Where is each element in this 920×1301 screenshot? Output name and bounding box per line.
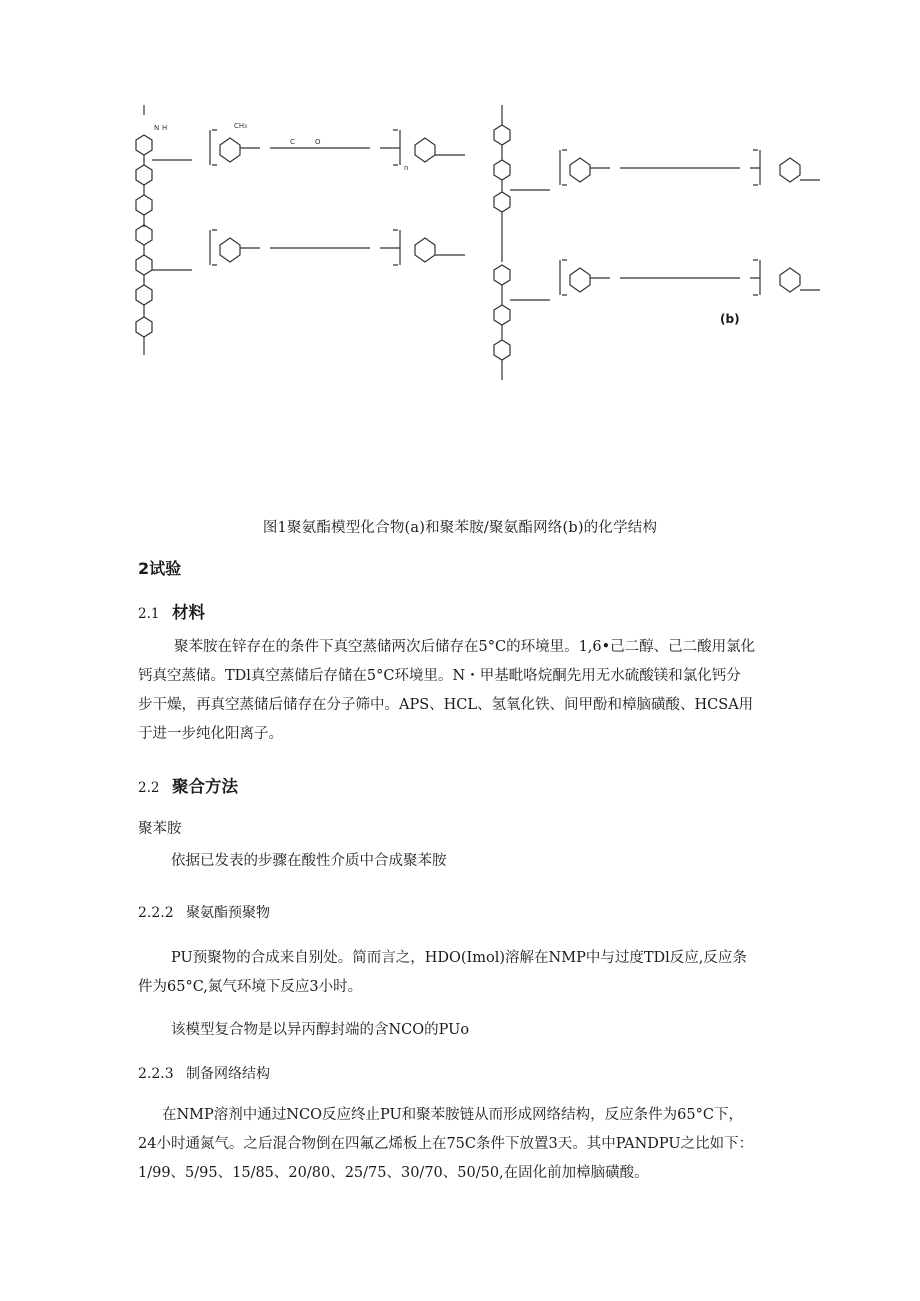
atom-label: H	[162, 124, 168, 132]
text-line: 步干燥，再真空蒸储后储存在分子筛中。APS、HCL、氢氧化铁、间甲酚和樟脑磺酸、HCSA用	[138, 697, 754, 713]
polyaniline-label: 聚苯胺	[138, 821, 182, 837]
model-compound-note	[138, 1016, 798, 1045]
text-line: 聚苯胺在锌存在的条件下真空蒸储两次后储存在5°C的环境里。1,6•己二醇、己二酸用氯化	[174, 639, 756, 655]
materials-paragraph	[138, 633, 798, 749]
text-line: 1/99、5/95、15/85、20/80、25/75、30/70、50/50,在固化前加樟脑磺酸。	[138, 1165, 649, 1181]
atom-label: O	[315, 138, 321, 146]
network-paragraph	[138, 1101, 798, 1188]
atom-label: N	[154, 124, 160, 132]
subsection-heading-2-2	[138, 773, 238, 797]
pu-segment-4	[560, 260, 820, 295]
atom-label: CH₃	[234, 122, 247, 130]
pu-segment-2	[210, 230, 465, 265]
polyaniline-paragraph	[138, 847, 798, 876]
section-title: 聚氨酯预聚物	[186, 905, 270, 921]
subsection-heading-2-2-2	[138, 902, 270, 922]
pu-segment-3	[560, 150, 820, 185]
text-line: PU预聚物的合成来自别处。简而言之，HDO(Imol)溶解在NMP中与过度TDl反应,反应条	[171, 950, 747, 966]
text-line: 于进一步纯化阳离子。	[138, 726, 283, 742]
subsection-heading-2-1	[138, 599, 205, 623]
prepolymer-paragraph	[138, 944, 798, 1002]
left-polyaniline-chain	[136, 105, 192, 355]
structure-drawing	[130, 100, 840, 390]
text-line: 件为65°C,氮气环境下反应3小时。	[138, 979, 363, 995]
chemical-structure-figure	[130, 100, 840, 390]
figure-caption: 图1聚氨酯模型化合物(a)和聚苯胺/聚氨酯网络(b)的化学结构	[262, 520, 658, 536]
atom-label: n	[404, 164, 409, 172]
section-number: 2.2	[138, 780, 160, 796]
text-line: 该模型复合物是以异丙醇封端的含NCO的PUo	[171, 1022, 470, 1038]
section-heading: 2试验	[138, 559, 182, 578]
section-title: 制备网络结构	[186, 1066, 270, 1082]
text-line: 依据已发表的步骤在酸性介质中合成聚苯胺	[171, 853, 447, 869]
pu-segment-1	[210, 130, 465, 165]
section-title: 材料	[172, 603, 205, 622]
text-line: 钙真空蒸储。TDl真空蒸储后存储在5°C环境里。N・甲基毗咯烷酮先用无水硫酸镁和氯化钙分	[138, 668, 741, 684]
text-line: 24小时通氮气。之后混合物倒在四氟乙烯板上在75C条件下放置3天。其中PANDPU之比如下：	[138, 1136, 754, 1152]
panel-label: (b)	[720, 312, 740, 326]
text-line: 在NMP溶剂中通过NCO反应终止PU和聚苯胺链从而形成网络结构，反应条件为65°C下，	[162, 1107, 743, 1123]
subsection-heading-2-2-3	[138, 1063, 270, 1083]
middle-polyaniline-chain	[494, 105, 550, 380]
section-number: 2.1	[138, 606, 160, 622]
atom-label: C	[290, 138, 295, 146]
section-number: 2.2.3	[138, 1066, 174, 1082]
section-number: 2.2.2	[138, 905, 174, 921]
section-title: 聚合方法	[172, 777, 238, 796]
